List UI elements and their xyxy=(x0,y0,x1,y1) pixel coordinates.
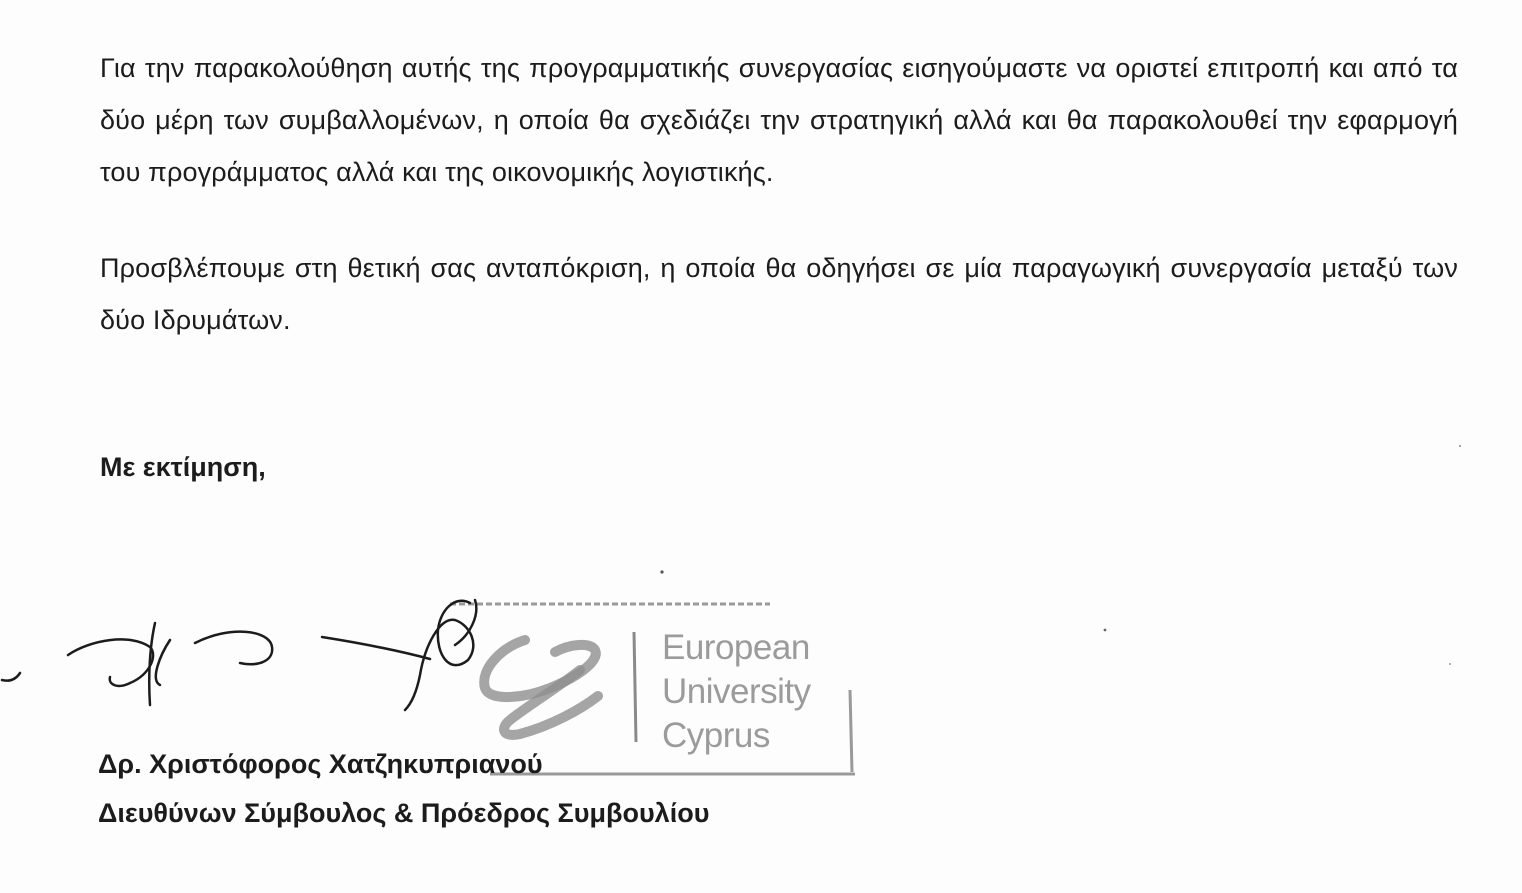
closing-salutation: Με εκτίμηση, xyxy=(100,452,266,482)
stamp-line-european: European xyxy=(662,628,810,667)
handwritten-signature xyxy=(0,585,560,745)
signatory-title: Διευθύνων Σύμβουλος & Πρόεδρος Συμβουλίου xyxy=(98,798,710,828)
signatory-name: Δρ. Χριστόφορος Χατζηκυπριανού xyxy=(98,749,543,779)
stamp-text xyxy=(662,626,827,766)
paragraph-response: Προσβλέπουμε στη θετική σας ανταπόκριση, η οποία θα οδηγήσει σε μία παραγωγική συνεργασία μεταξύ των δύο Ιδρυμάτων. xyxy=(100,253,1458,335)
stamp-line-cyprus: Cyprus xyxy=(662,716,770,755)
stamp-line-university: University xyxy=(662,672,811,711)
paragraph-committee: Για την παρακολούθηση αυτής της προγραμματικής συνεργασίας εισηγούμαστε να οριστεί επιτροπή και από τα δύο μέρη των συμβαλλομένων, η οποία θα σχεδιάζει την στρατηγική αλλά και θα παρακολουθεί την εφαρμογή του προγράμματος αλλά και της οικονομικής λογιστικής. xyxy=(100,53,1458,187)
